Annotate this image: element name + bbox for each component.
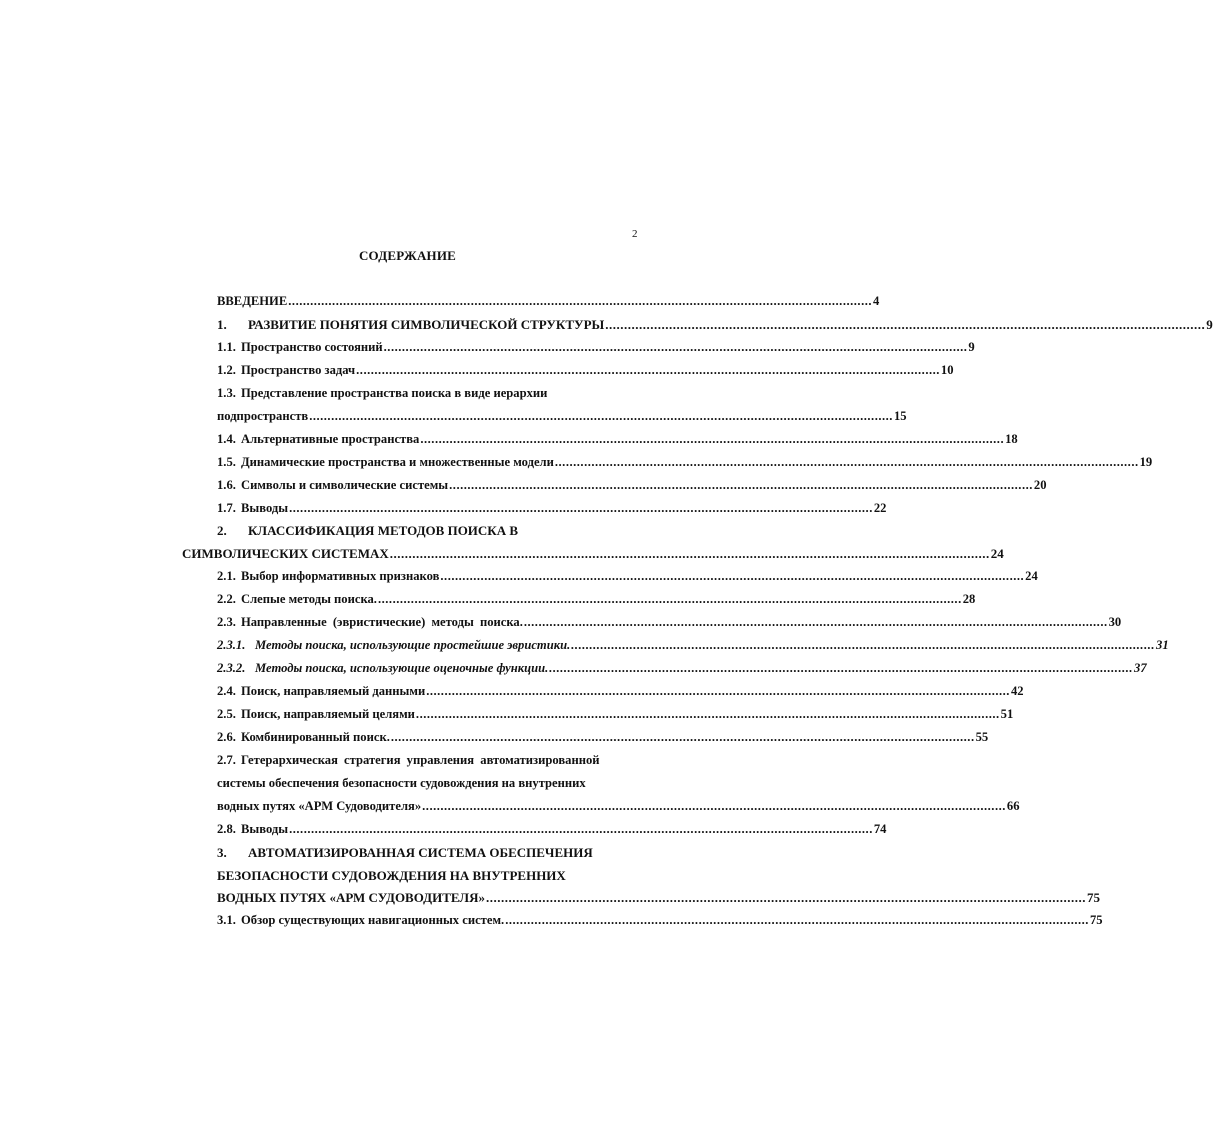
toc-entry-2-7 bbox=[217, 753, 639, 771]
toc-entry-2-7-cont bbox=[217, 776, 639, 794]
toc-entry-number: 2.3.2. bbox=[217, 661, 246, 675]
toc-entry-page: 19 bbox=[1139, 455, 1153, 469]
toc-entry-chapter-2-cont bbox=[182, 546, 1004, 564]
toc-entry-number: 1.2. bbox=[217, 363, 236, 377]
toc-entry-text: ВВЕДЕНИЕ bbox=[217, 294, 288, 308]
leader-dots: ................................................................................................................................................................ bbox=[505, 913, 1089, 927]
toc-entry-number: 1.6. bbox=[217, 478, 236, 492]
toc-entry-page: 9 bbox=[1206, 317, 1213, 332]
leader-dots: ................................................................................................................................................................ bbox=[426, 684, 1010, 698]
toc-entry-1-3-cont bbox=[217, 409, 907, 427]
toc-entry-text: Методы поиска, использующие оценочные функции. bbox=[255, 661, 549, 675]
toc-entry-text: водных путях «АРМ Судоводителя» bbox=[217, 799, 422, 813]
toc-entry-page: 75 bbox=[1087, 890, 1100, 905]
toc-entry-1-7 bbox=[217, 501, 887, 519]
toc-entry-page: 31 bbox=[1156, 638, 1169, 652]
toc-entry-chapter-1 bbox=[217, 317, 1213, 335]
toc-entry-page: 37 bbox=[1134, 661, 1147, 675]
toc-entry-page: 10 bbox=[940, 363, 954, 377]
toc-entry-text: ВОДНЫХ ПУТЯХ «АРМ СУДОВОДИТЕЛЯ» bbox=[217, 890, 485, 905]
toc-entry-number: 1.1. bbox=[217, 340, 236, 354]
toc-entry-text: Динамические пространства и множественные модели bbox=[241, 455, 554, 469]
toc-entry-number: 2.4. bbox=[217, 684, 236, 698]
toc-entry-2-1 bbox=[217, 569, 1038, 587]
toc-entry-1-6 bbox=[217, 478, 1047, 496]
toc-entry-2-3-1 bbox=[217, 638, 1169, 656]
toc-entry-text: Выводы bbox=[241, 822, 289, 836]
leader-dots: ................................................................................................................................................................ bbox=[415, 707, 1000, 721]
leader-dots: ................................................................................................................................................................ bbox=[288, 294, 873, 308]
toc-entry-2-2 bbox=[217, 592, 976, 610]
toc-entry-page: 75 bbox=[1089, 913, 1103, 927]
leader-dots: ................................................................................................................................................................ bbox=[486, 890, 1086, 905]
toc-entry-page: 15 bbox=[893, 409, 907, 423]
toc-entry-page: 30 bbox=[1108, 615, 1122, 629]
toc-entry-text: Выбор информативных признаков bbox=[241, 569, 440, 583]
toc-entry-number: 2.2. bbox=[217, 592, 236, 606]
toc-entry-introduction bbox=[217, 294, 880, 312]
toc-entry-text: Методы поиска, использующие простейшие эвристики. bbox=[255, 638, 571, 652]
toc-entry-text: РАЗВИТИЕ ПОНЯТИЯ СИМВОЛИЧЕСКОЙ СТРУКТУРЫ bbox=[248, 317, 605, 332]
leader-dots: ................................................................................................................................................................ bbox=[390, 730, 975, 744]
toc-entry-text: Альтернативные пространства bbox=[241, 432, 420, 446]
toc-entry-number: 2.5. bbox=[217, 707, 236, 721]
toc-entry-1-5 bbox=[217, 455, 1153, 473]
toc-entry-chapter-3-cont bbox=[217, 868, 639, 886]
toc-entry-text: СИМВОЛИЧЕСКИХ СИСТЕМАХ bbox=[182, 546, 389, 561]
toc-entry-page: 4 bbox=[873, 294, 880, 308]
toc-title: СОДЕРЖАНИЕ bbox=[358, 248, 457, 263]
toc-entry-2-3 bbox=[217, 615, 1122, 633]
toc-entry-page: 22 bbox=[873, 501, 887, 515]
toc-entry-number: 2.6. bbox=[217, 730, 236, 744]
leader-dots: ................................................................................................................................................................ bbox=[289, 501, 873, 515]
toc-entry-text: Слепые методы поиска. bbox=[241, 592, 377, 606]
toc-entry-text: Представление пространства поиска в виде иерархии bbox=[241, 386, 548, 400]
toc-entry-2-6 bbox=[217, 730, 989, 748]
toc-entry-number: 1.4. bbox=[217, 432, 236, 446]
toc-entry-page: 24 bbox=[1025, 569, 1038, 583]
leader-dots: ................................................................................................................................................................ bbox=[605, 317, 1206, 332]
page-number: 2 bbox=[632, 228, 638, 240]
toc-entry-page: 24 bbox=[990, 546, 1004, 561]
toc-entry-chapter-2 bbox=[217, 523, 639, 541]
leader-dots: ................................................................................................................................................................ bbox=[383, 340, 968, 354]
leader-dots: ................................................................................................................................................................ bbox=[523, 615, 1108, 629]
leader-dots: ................................................................................................................................................................ bbox=[420, 432, 1005, 446]
toc-entry-number: 1.7. bbox=[217, 501, 236, 515]
leader-dots: ................................................................................................................................................................ bbox=[422, 799, 1006, 813]
leader-dots: ................................................................................................................................................................ bbox=[377, 592, 962, 606]
toc-entry-1-4 bbox=[217, 432, 1018, 450]
toc-entry-page: 51 bbox=[1000, 707, 1014, 721]
toc-entry-number: 2.1. bbox=[217, 569, 236, 583]
toc-entry-number: 2.3. bbox=[217, 615, 236, 629]
toc-entry-number: 2. bbox=[217, 523, 227, 538]
toc-entry-number: 1.5. bbox=[217, 455, 236, 469]
toc-entry-text: Обзор существующих навигационных систем. bbox=[241, 913, 505, 927]
toc-entry-2-8 bbox=[217, 822, 887, 840]
toc-entry-text: Выводы bbox=[241, 501, 289, 515]
toc-entry-1-2 bbox=[217, 363, 954, 381]
toc-entry-page: 28 bbox=[962, 592, 976, 606]
toc-entry-text: Поиск, направляемый данными bbox=[241, 684, 426, 698]
toc-entry-text: Поиск, направляемый целями bbox=[241, 707, 415, 721]
toc-entry-text: Комбинированный поиск. bbox=[241, 730, 390, 744]
toc-entry-number: 1.3. bbox=[217, 386, 236, 400]
leader-dots: ................................................................................................................................................................ bbox=[549, 661, 1134, 675]
leader-dots: ................................................................................................................................................................ bbox=[289, 822, 873, 836]
leader-dots: ................................................................................................................................................................ bbox=[356, 363, 940, 377]
toc-entry-number: 1. bbox=[217, 317, 227, 332]
toc-entry-text: Пространство состояний bbox=[241, 340, 383, 354]
leader-dots: ................................................................................................................................................................ bbox=[449, 478, 1033, 492]
toc-entry-1-1 bbox=[217, 340, 975, 358]
leader-dots: ................................................................................................................................................................ bbox=[309, 409, 893, 423]
leader-dots: ................................................................................................................................................................ bbox=[571, 638, 1156, 652]
toc-entry-number: 2.3.1. bbox=[217, 638, 246, 652]
leader-dots: ................................................................................................................................................................ bbox=[440, 569, 1025, 583]
toc-entry-page: 42 bbox=[1010, 684, 1024, 698]
toc-entry-page: 66 bbox=[1006, 799, 1020, 813]
toc-entry-1-3 bbox=[217, 386, 639, 404]
leader-dots: ................................................................................................................................................................ bbox=[554, 455, 1139, 469]
toc-entry-text: Символы и символические системы bbox=[241, 478, 449, 492]
toc-entry-page: 20 bbox=[1033, 478, 1047, 492]
toc-entry-2-5 bbox=[217, 707, 1014, 725]
toc-entry-page: 9 bbox=[968, 340, 975, 354]
toc-entry-text: АВТОМАТИЗИРОВАННАЯ СИСТЕМА ОБЕСПЕЧЕНИЯ bbox=[248, 845, 593, 860]
toc-entry-text: Пространство задач bbox=[241, 363, 356, 377]
toc-entry-number: 2.8. bbox=[217, 822, 236, 836]
toc-entry-page: 18 bbox=[1005, 432, 1018, 446]
toc-entry-page: 74 bbox=[873, 822, 887, 836]
toc-entry-2-7-cont2 bbox=[217, 799, 1020, 817]
toc-entry-text: Направленные (эвристические) методы поиска. bbox=[241, 615, 523, 629]
toc-entry-text: КЛАССИФИКАЦИЯ МЕТОДОВ ПОИСКА В bbox=[248, 523, 519, 538]
toc-entry-2-4 bbox=[217, 684, 1024, 702]
toc-entry-text: системы обеспечения безопасности судовождения на внутренних bbox=[217, 776, 586, 790]
toc-entry-number: 3.1. bbox=[217, 913, 236, 927]
toc-entry-number: 2.7. bbox=[217, 753, 236, 767]
toc-entry-text: БЕЗОПАСНОСТИ СУДОВОЖДЕНИЯ НА ВНУТРЕННИХ bbox=[217, 868, 566, 883]
leader-dots: ................................................................................................................................................................ bbox=[389, 546, 990, 561]
toc-entry-number: 3. bbox=[217, 845, 227, 860]
toc-entry-chapter-3 bbox=[217, 845, 639, 863]
toc-entry-text: подпространств bbox=[217, 409, 309, 423]
toc-entry-page: 55 bbox=[975, 730, 989, 744]
toc-entry-text: Гетерархическая стратегия управления автоматизированной bbox=[241, 753, 600, 767]
toc-entry-2-3-2 bbox=[217, 661, 1147, 679]
toc-entry-chapter-3-cont2 bbox=[217, 890, 1100, 908]
toc-entry-3-1 bbox=[217, 913, 1103, 931]
